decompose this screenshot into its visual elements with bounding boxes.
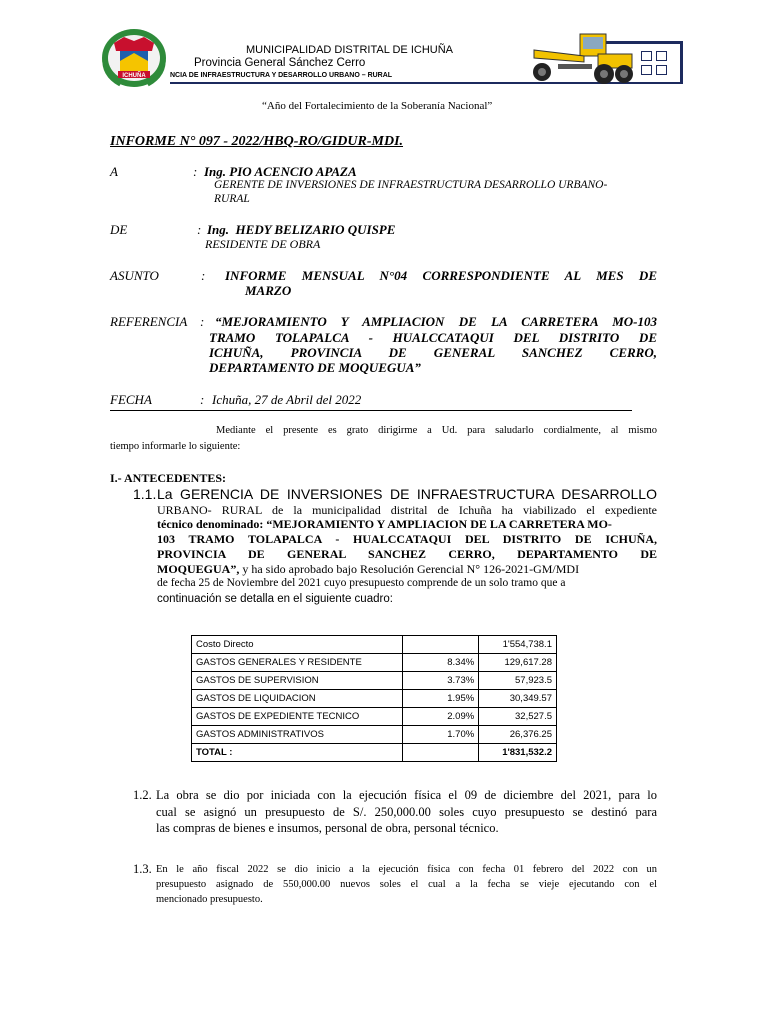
from-name: Ing. HEDY BELIZARIO QUISPE: [207, 222, 396, 237]
item-1-1-line-7: de fecha 25 de Noviembre del 2021 cuyo presupuesto comprende de un solo tramo que a: [157, 577, 566, 589]
table-row: [192, 690, 557, 708]
item-1-1-line-3: [157, 517, 657, 532]
date-value: Ichuña, 27 de Abril del 2022: [212, 392, 362, 407]
department-name: NCIA DE INFRAESTRUCTURA Y DESARROLLO URBANO – RURAL: [170, 72, 393, 79]
year-motto: “Año del Fortalecimiento de la Soberanía Nacional”: [262, 100, 493, 112]
page-header: [0, 0, 768, 120]
table-row: [192, 636, 557, 654]
item-1-2-line-3: las compras de bienes e insumos, personal de obra, personal técnico.: [156, 821, 499, 835]
table-row: [192, 672, 557, 690]
subject-line-2: MARZO: [245, 283, 292, 298]
institution-name: MUNICIPALIDAD DISTRITAL DE ICHUÑA: [246, 44, 453, 56]
item-1-3-line-2: presupuesto asignado de 550,000.00 nuevos soles el cual a la fecha se vieje ejecutando con el: [156, 879, 657, 890]
reference-line-1: “MEJORAMIENTO Y AMPLIACION DE LA CARRETERA MO-103: [215, 314, 657, 329]
item-1-1-line-2: URBANO- RURAL de la municipalidad distrital de Ichuña ha viabilizado el expediente: [157, 503, 657, 517]
item-1-3-line-3: mencionado presupuesto.: [156, 894, 263, 905]
reference-line-4: DEPARTAMENTO DE MOQUEGUA”: [209, 360, 421, 375]
item-1-1-line-5: PROVINCIA DE GENERAL SANCHEZ CERRO, DEPARTAMENTO DE: [157, 547, 657, 561]
table-cell-amount: 26,376.25: [479, 726, 557, 744]
table-cell-percent: 2.09%: [402, 708, 479, 726]
section-heading: I.- ANTECEDENTES:: [110, 471, 227, 485]
subject-line-1: INFORME MENSUAL N°04 CORRESPONDIENTE AL MES DE: [225, 268, 657, 283]
from-label: DE: [110, 222, 128, 237]
to-name: Ing. PIO ACENCIO APAZA: [204, 164, 357, 179]
table-cell-amount: 57,923.5: [479, 672, 557, 690]
reference-label: REFERENCIA: [110, 314, 188, 329]
table-row: [192, 726, 557, 744]
to-colon: :: [193, 164, 198, 179]
table-cell-amount: 1'554,738.1: [479, 636, 557, 654]
intro-line-1: Mediante el presente es grato dirigirme a Ud. para saludarlo cordialmente, al mismo: [216, 425, 657, 436]
table-cell-concept: TOTAL :: [192, 744, 403, 762]
date-label: FECHA: [110, 392, 152, 407]
from-colon: :: [197, 222, 202, 237]
cost-table: [191, 635, 557, 762]
table-cell-concept: Costo Directo: [192, 636, 403, 654]
item-1-1-line-6: [157, 562, 657, 577]
motor-grader-image: [528, 28, 634, 88]
subject-label: ASUNTO: [110, 268, 159, 283]
table-cell-percent: [402, 636, 479, 654]
item-1-2-line-1: La obra se dio por iniciada con la ejecución física el 09 de diciembre del 2021, para lo: [156, 788, 657, 802]
table-cell-percent: 1.70%: [402, 726, 479, 744]
item-1-1-line-3-text: técnico denominado: “MEJORAMIENTO Y AMPLIACION DE LA CARRETERA MO-: [157, 517, 612, 531]
item-1-2-number: 1.2.: [133, 788, 152, 802]
table-cell-concept: GASTOS GENERALES Y RESIDENTE: [192, 654, 403, 672]
to-title-line-1: GERENTE DE INVERSIONES DE INFRAESTRUCTURA DESARROLLO URBANO-: [214, 179, 608, 191]
grid-icon: [641, 51, 669, 77]
table-cell-percent: 8.34%: [402, 654, 479, 672]
table-cell-concept: GASTOS ADMINISTRATIVOS: [192, 726, 403, 744]
reference-line-2: TRAMO TOLAPALCA - HUALCCATAQUI DEL DISTRITO DE: [209, 330, 657, 345]
item-1-1-line-1: La GERENCIA DE INVERSIONES DE INFRAESTRUCTURA DESARROLLO: [157, 486, 657, 502]
table-cell-amount: 1'831,532.2: [479, 744, 557, 762]
intro-line-2: tiempo informarle lo siguiente:: [110, 441, 241, 452]
table-cell-concept: GASTOS DE LIQUIDACION: [192, 690, 403, 708]
table-cell-percent: [402, 744, 479, 762]
item-1-3-line-1: En le año fiscal 2022 se dio inicio a la ejecución física con fecha 01 febrero del 2022 con un: [156, 864, 657, 875]
table-cell-amount: 129,617.28: [479, 654, 557, 672]
item-1-1-line-6-bold: MOQUEGUA”,: [157, 562, 240, 576]
item-1-3-number: 1.3.: [133, 862, 152, 876]
report-number: INFORME N° 097 - 2022/HBQ-RO/GIDUR-MDI.: [110, 134, 404, 149]
province-name: Provincia General Sánchez Cerro: [194, 57, 366, 69]
table-cell-amount: 32,527.5: [479, 708, 557, 726]
from-title: RESIDENTE DE OBRA: [205, 237, 321, 251]
to-label: A: [110, 164, 118, 179]
date-divider: [110, 410, 632, 411]
reference-colon: :: [200, 314, 205, 329]
subject-colon: :: [201, 268, 206, 283]
table-row: [192, 708, 557, 726]
table-total-row: [192, 744, 557, 762]
item-1-2-line-2: cual se asignó un presupuesto de S/. 250,000.00 soles cuyo presupuesto se destinó para: [156, 805, 657, 819]
to-title-line-2: RURAL: [214, 193, 250, 205]
item-1-1-line-8: continuación se detalla en el siguiente cuadro:: [157, 593, 393, 605]
header-rule-right: [680, 41, 683, 84]
item-1-1-number: 1.1.: [133, 486, 157, 502]
table-cell-concept: GASTOS DE SUPERVISION: [192, 672, 403, 690]
reference-line-3: ICHUÑA, PROVINCIA DE GENERAL SANCHEZ CERRO,: [209, 345, 657, 360]
table-row: [192, 654, 557, 672]
municipal-logo: [100, 27, 168, 89]
item-1-1-line-4: 103 TRAMO TOLAPALCA - HUALCCATAQUI DEL DISTRITO DE ICHUÑA,: [157, 532, 657, 546]
table-cell-amount: 30,349.57: [479, 690, 557, 708]
logo-text: ICHUÑA: [122, 73, 146, 79]
item-1-1-line-6-rest: y ha sido aprobado bajo Resolución Gerencial N° 126-2021-GM/MDI: [239, 562, 580, 576]
table-cell-concept: GASTOS DE EXPEDIENTE TECNICO: [192, 708, 403, 726]
table-cell-percent: 1.95%: [402, 690, 479, 708]
table-cell-percent: 3.73%: [402, 672, 479, 690]
date-colon: :: [200, 392, 205, 407]
